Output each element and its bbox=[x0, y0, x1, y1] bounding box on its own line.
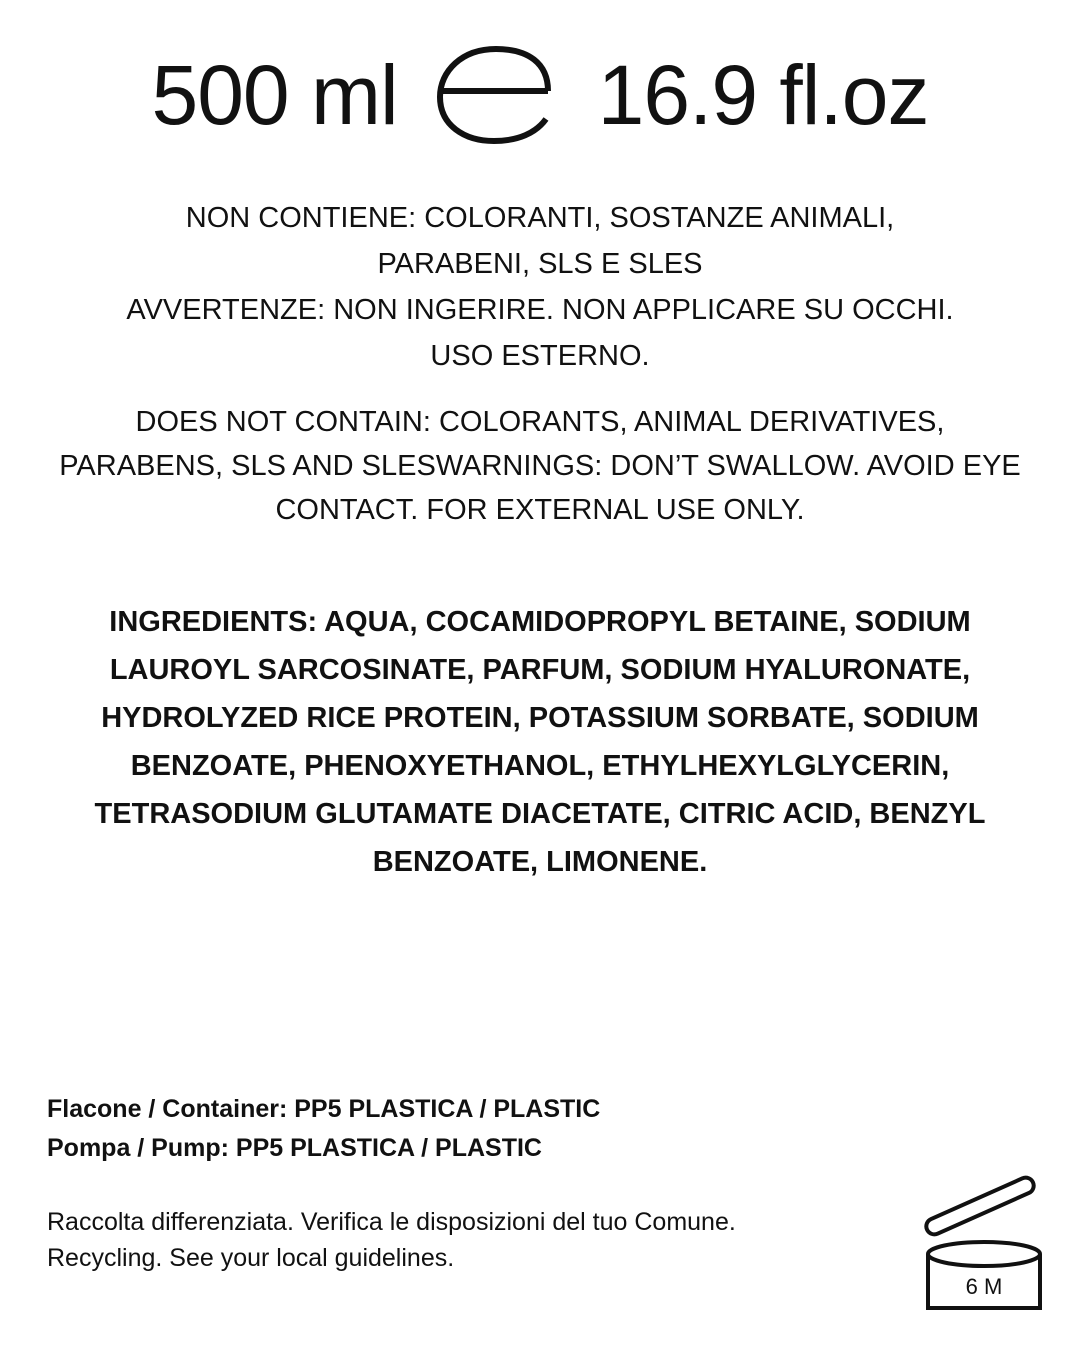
estimated-sign-e-icon bbox=[436, 45, 554, 145]
english-notice-line: CONTACT. FOR EXTERNAL USE ONLY. bbox=[275, 494, 805, 526]
recycling-line-en: Recycling. See your local guidelines. bbox=[47, 1244, 455, 1272]
volume-metric: 500 ml bbox=[151, 48, 398, 142]
recycling-info bbox=[47, 1204, 736, 1276]
ingredients-line: TETRASODIUM GLUTAMATE DIACETATE, CITRIC ACID, BENZYL bbox=[94, 798, 986, 830]
ingredients-line: BENZOATE, LIMONENE. bbox=[372, 846, 708, 878]
ingredients-list bbox=[20, 598, 1060, 886]
ingredients-line: INGREDIENTS: AQUA, COCAMIDOPROPYL BETAINE, SODIUM bbox=[109, 606, 971, 638]
italian-notice bbox=[20, 195, 1060, 379]
volume-imperial: 16.9 fl.oz bbox=[597, 48, 929, 142]
italian-notice-line: PARABENI, SLS E SLES bbox=[377, 248, 703, 280]
pao-label: 6 M bbox=[965, 1274, 1003, 1299]
english-notice-line: PARABENS, SLS AND SLESWARNINGS: DON’T SWALLOW. AVOID EYE bbox=[59, 450, 1021, 482]
container-material: Flacone / Container: PP5 PLASTICA / PLASTIC bbox=[47, 1095, 601, 1123]
ingredients-line: BENZOATE, PHENOXYETHANOL, ETHYLHEXYLGLYCERIN, bbox=[130, 750, 950, 782]
volume-row bbox=[0, 40, 1080, 150]
italian-notice-line: NON CONTIENE: COLORANTI, SOSTANZE ANIMALI, bbox=[185, 202, 895, 234]
packaging-materials bbox=[47, 1090, 600, 1168]
english-notice bbox=[20, 400, 1060, 532]
english-notice-line: DOES NOT CONTAIN: COLORANTS, ANIMAL DERIVATIVES, bbox=[135, 406, 945, 438]
open-jar-icon bbox=[918, 1172, 1048, 1320]
ingredients-line: LAUROYL SARCOSINATE, PARFUM, SODIUM HYALURONATE, bbox=[109, 654, 971, 686]
italian-notice-line: USO ESTERNO. bbox=[430, 340, 650, 372]
recycling-line-it: Raccolta differenziata. Verifica le disposizioni del tuo Comune. bbox=[47, 1208, 736, 1236]
italian-notice-line: AVVERTENZE: NON INGERIRE. NON APPLICARE SU OCCHI. bbox=[126, 294, 954, 326]
pump-material: Pompa / Pump: PP5 PLASTICA / PLASTIC bbox=[47, 1134, 542, 1162]
ingredients-line: HYDROLYZED RICE PROTEIN, POTASSIUM SORBATE, SODIUM bbox=[101, 702, 979, 734]
